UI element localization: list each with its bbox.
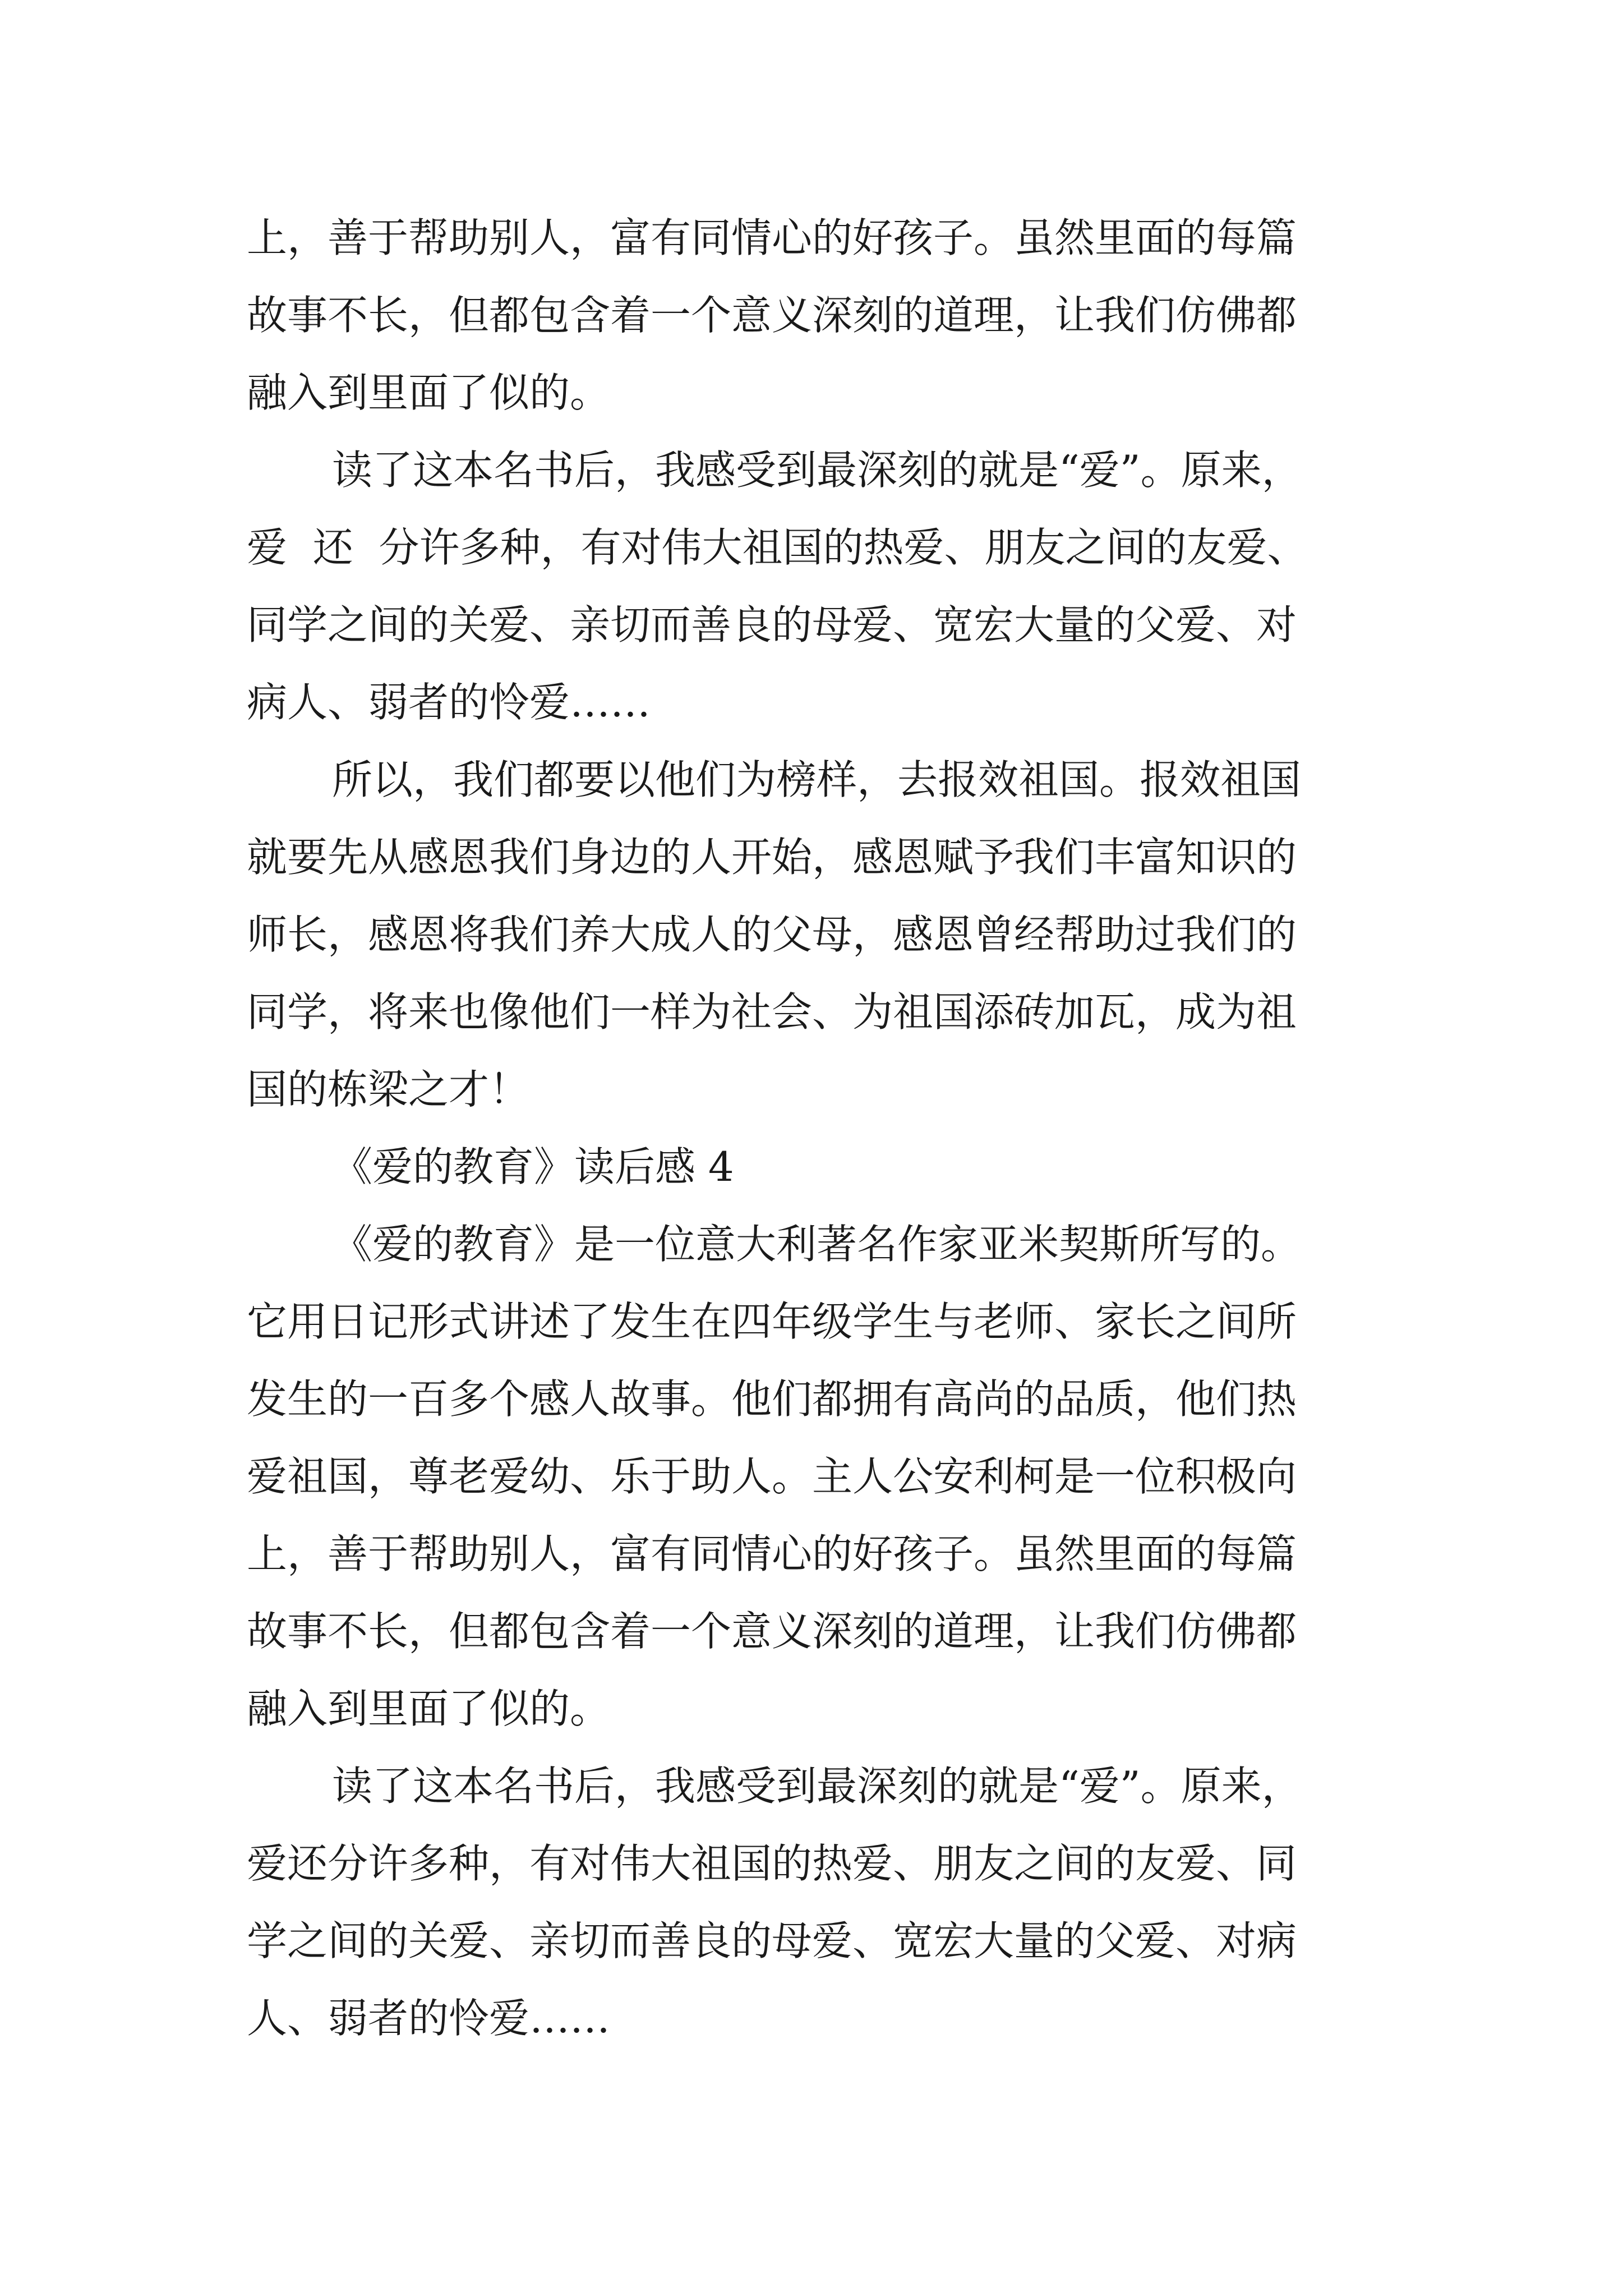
text-line: 融入到里面了似的。 bbox=[247, 369, 611, 416]
text-line: 爱 还 分许多种，有对伟大祖国的热爱、朋友之间的友爱、 bbox=[247, 524, 1308, 571]
text-line: 所以，我们都要以他们为榜样，去报效祖国。报效祖国 bbox=[332, 756, 1302, 803]
text-line: 同学之间的关爱、亲切而善良的母爱、宽宏大量的父爱、对 bbox=[247, 601, 1297, 648]
heading-line: 《爱的教育》读后感 4 bbox=[332, 1143, 734, 1190]
text-line: 发生的一百多个感人故事。他们都拥有高尚的品质，他们热 bbox=[247, 1375, 1297, 1423]
paragraph bbox=[247, 1205, 1385, 1747]
text-line: 上，善于帮助别人，富有同情心的好孩子。虽然里面的每篇 bbox=[247, 1530, 1297, 1577]
text-line: 就要先从感恩我们身边的人开始，感恩赋予我们丰富知识的 bbox=[247, 834, 1297, 881]
paragraph bbox=[247, 431, 1385, 741]
text-line: 故事不长，但都包含着一个意义深刻的道理，让我们仿佛都 bbox=[247, 1608, 1297, 1655]
text-line: 读了这本名书后，我感受到最深刻的就是“爱”。原来， bbox=[332, 447, 1302, 494]
text-line: 融入到里面了似的。 bbox=[247, 1685, 611, 1732]
paragraph bbox=[247, 199, 1385, 431]
text-line: 爱祖国，尊老爱幼、乐于助人。主人公安利柯是一位积极向 bbox=[247, 1453, 1297, 1500]
paragraph bbox=[247, 1747, 1385, 2057]
text-line: 同学，将来也像他们一样为社会、为祖国添砖加瓦，成为祖 bbox=[247, 988, 1297, 1036]
text-line: 学之间的关爱、亲切而善良的母爱、宽宏大量的父爱、对病 bbox=[247, 1917, 1297, 1964]
text-line: 上，善于帮助别人，富有同情心的好孩子。虽然里面的每篇 bbox=[247, 214, 1297, 261]
text-line: 国的栋梁之才！ bbox=[247, 1066, 530, 1113]
text-line: 人、弱者的怜爱…… bbox=[247, 1995, 611, 2042]
text-line: 它用日记形式讲述了发生在四年级学生与老师、家长之间所 bbox=[247, 1298, 1297, 1345]
text-line: 《爱的教育》是一位意大利著名作家亚米契斯所写的。 bbox=[332, 1221, 1302, 1268]
paragraph bbox=[247, 741, 1385, 1128]
text-line: 读了这本名书后，我感受到最深刻的就是“爱”。原来， bbox=[332, 1763, 1302, 1810]
text-line: 故事不长，但都包含着一个意义深刻的道理，让我们仿佛都 bbox=[247, 292, 1297, 339]
document-body bbox=[247, 199, 1385, 2057]
text-line: 病人、弱者的怜爱…… bbox=[247, 679, 651, 726]
text-line: 爱还分许多种，有对伟大祖国的热爱、朋友之间的友爱、同 bbox=[247, 1840, 1297, 1887]
text-line: 师长，感恩将我们养大成人的父母，感恩曾经帮助过我们的 bbox=[247, 911, 1297, 958]
section-heading bbox=[247, 1128, 1385, 1205]
